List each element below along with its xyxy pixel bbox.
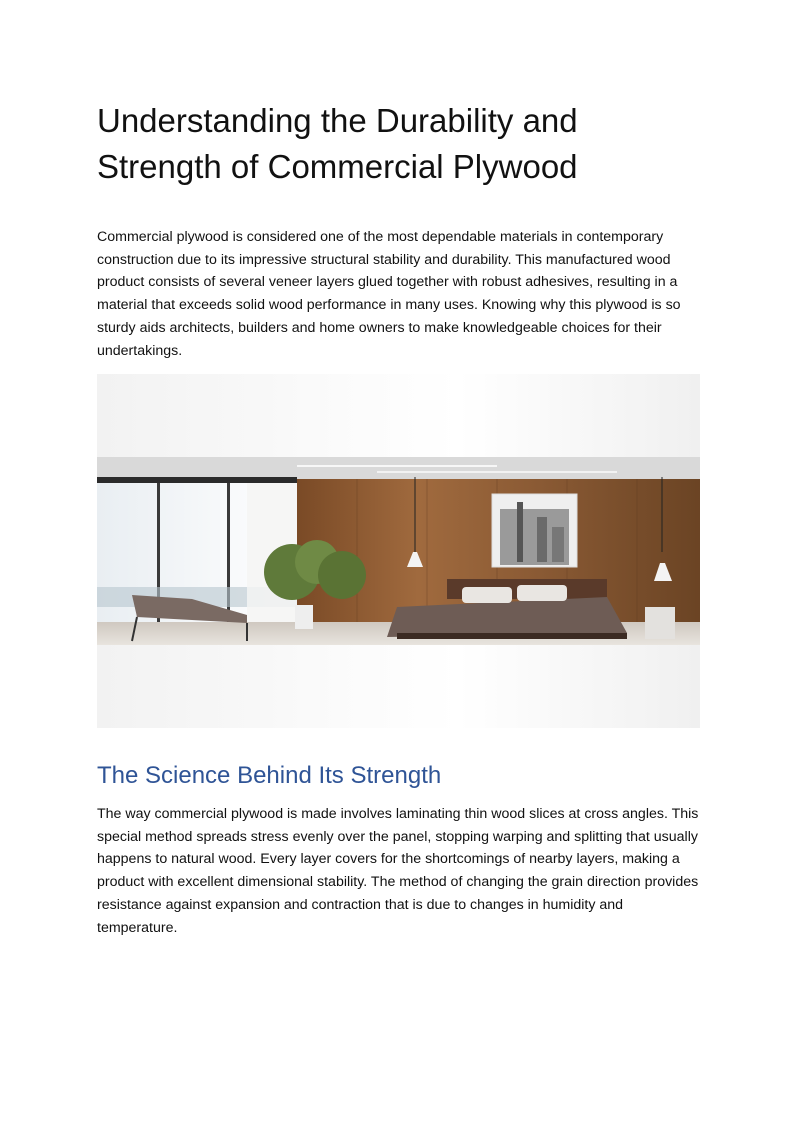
intro-paragraph: Commercial plywood is considered one of the most dependable materials in contemporary construction due to its impressive structural stability and durability. This manufactured wood product consists of several veneer layers glued together with robust adhesives, resulting in a material that exceeds solid wood performance in many uses. Knowing why this plywood is so sturdy aids architects, builders and home owners to make knowledgeable choices for their undertakings. bbox=[97, 229, 681, 359]
article-title: Understanding the Durability and Strength of Commercial Plywood bbox=[97, 102, 578, 185]
bedroom-image bbox=[97, 374, 700, 728]
section-heading-science: The Science Behind Its Strength bbox=[97, 762, 442, 789]
bedroom-photo bbox=[97, 457, 700, 645]
section-body-science: The way commercial plywood is made involves laminating thin wood slices at cross angles. This special method spreads stress evenly over the panel, stopping warping and splitting that usually happens to natural wood. Every layer covers for the shortcomings of nearby layers, making a product with excellent dimensional stability. The method of changing the grain direction provides resistance against expansion and contraction that is due to changes in humidity and temperature. bbox=[97, 806, 699, 936]
